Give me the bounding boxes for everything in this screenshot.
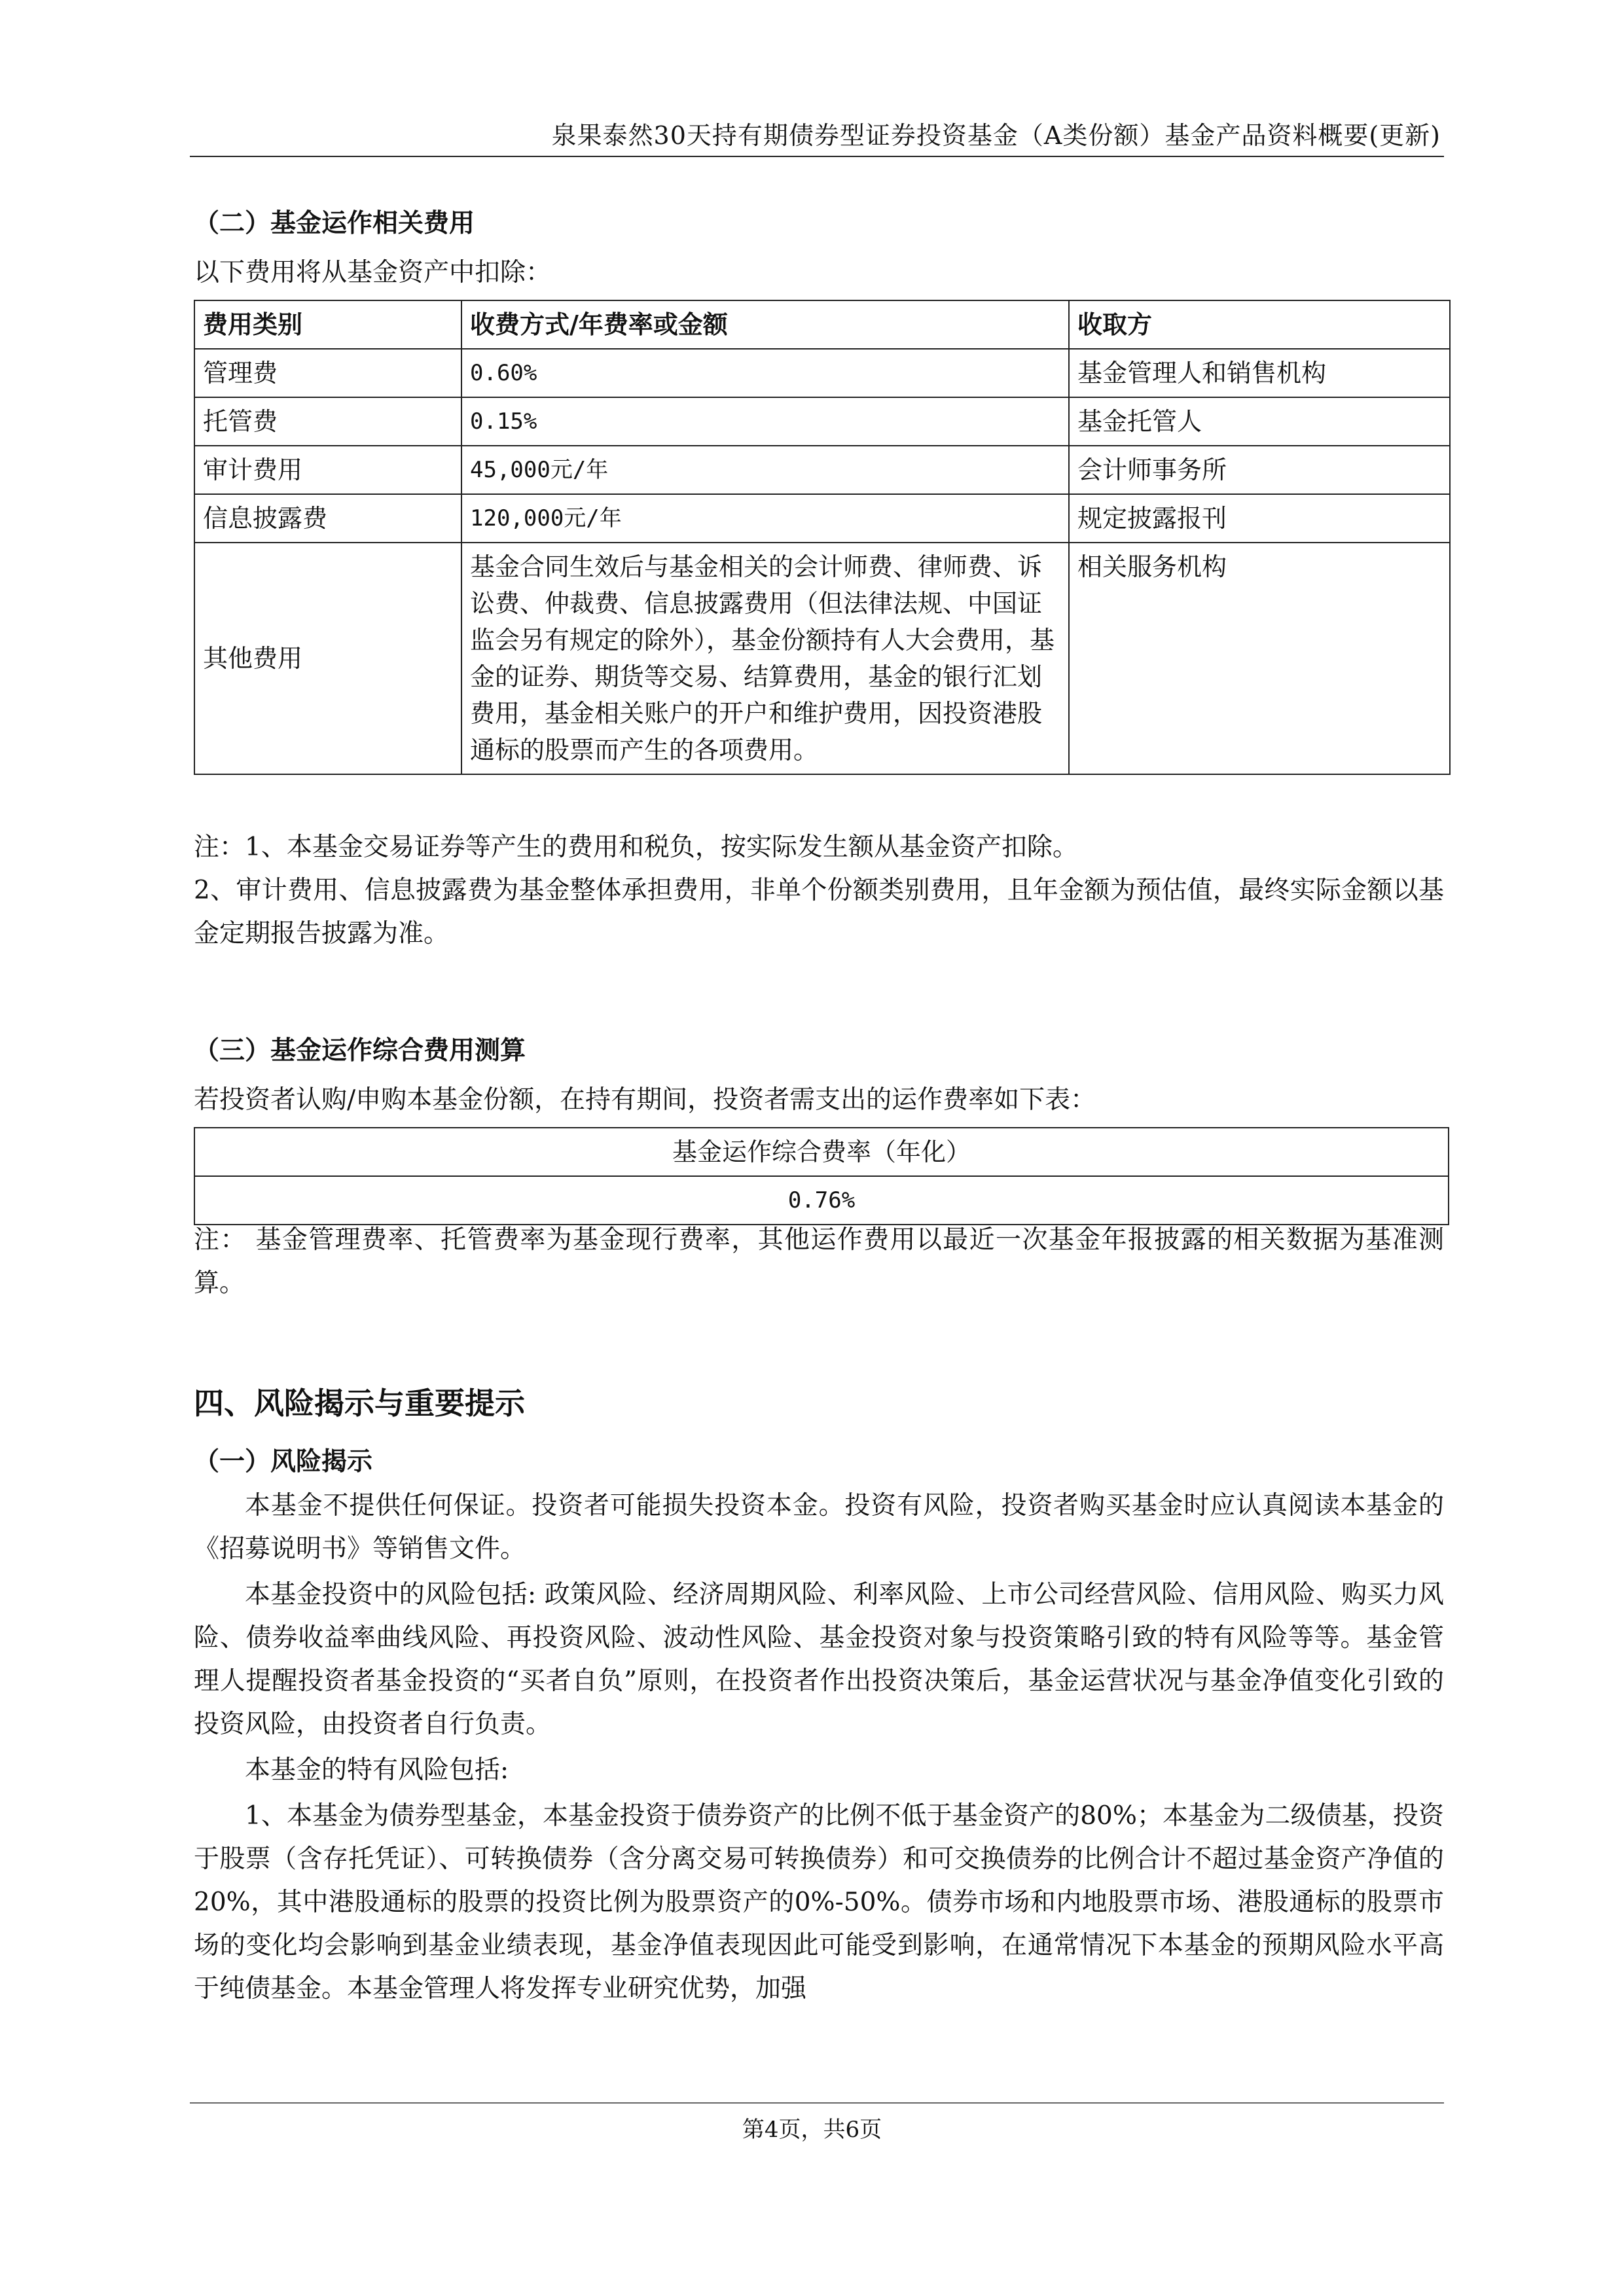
fee-rate: 基金合同生效后与基金相关的会计师费、律师费、诉讼费、仲裁费、信息披露费用（但法律法规、中国证监会另有规定的除外），基金份额持有人大会费用，基金的证券、期货等交易、结算费用，基金的银行汇划费用，基金相关账户的开户和维护费用，因投资港股通标的股票而产生的各项费用。	[461, 543, 1069, 774]
table-header-cell: 费用类别	[194, 300, 461, 349]
fee-category: 管理费	[194, 349, 461, 397]
fee-recipient: 规定披露报刊	[1069, 494, 1450, 543]
table-row	[194, 397, 1450, 446]
risk-paragraph: 本基金不提供任何保证。投资者可能损失投资本金。投资有风险，投资者购买基金时应认真阅读本基金的《招募说明书》等销售文件。	[194, 1491, 1444, 1564]
combined-fee-value: 0.76%	[194, 1176, 1449, 1225]
fee-recipient: 基金托管人	[1069, 397, 1450, 446]
fees-note-1: 注：1、本基金交易证券等产生的费用和税负，按实际发生额从基金资产扣除。	[194, 833, 1078, 862]
fees-table	[194, 300, 1451, 775]
fees-table-wrapper	[194, 300, 1444, 775]
fee-rate: 0.15%	[461, 397, 1069, 446]
header-divider	[190, 156, 1444, 157]
risk-main-heading: 四、风险揭示与重要提示	[194, 1386, 525, 1421]
fee-rate: 0.60%	[461, 349, 1069, 397]
fee-recipient: 基金管理人和销售机构	[1069, 349, 1450, 397]
page-header-title: 泉果泰然30天持有期债券型证券投资基金（A类份额）基金产品资料概要(更新)	[551, 121, 1441, 150]
risk-paragraph: 本基金投资中的风险包括: 政策风险、经济周期风险、利率风险、上市公司经营风险、信用风险、购买力风险、债券收益率曲线风险、再投资风险、波动性风险、基金投资对象与投资策略引致的特有风险等等。基金管理人提醒投资者基金投资的“买者自负”原则，在投资者作出投资决策后，基金运营状况与基金净值变化引致的投资风险，由投资者自行负责。	[194, 1580, 1444, 1739]
combined-fee-table	[194, 1127, 1449, 1225]
risk-paragraph: 本基金的特有风险包括:	[245, 1755, 509, 1785]
risk-paragraph: 1、本基金为债券型基金，本基金投资于债券资产的比例不低于基金资产的80%；本基金为二级债基，投资于股票（含存托凭证）、可转换债券（含分离交易可转换债券）和可交换债券的比例合计不超过基金资产净值的20%，其中港股通标的股票的投资比例为股票资产的0%-50%。债券市场和内地股票市场、港股通标的股票市场的变化均会影响到基金业绩表现，基金净值表现因此可能受到影响，在通常情况下本基金的预期风险水平高于纯债基金。本基金管理人将发挥专业研究优势，加强	[194, 1801, 1444, 2003]
fee-recipient: 相关服务机构	[1069, 543, 1450, 774]
fees-note-2: 2、审计费用、信息披露费为基金整体承担费用，非单个份额类别费用，且年金额为预估值，最终实际金额以基金定期报告披露为准。	[194, 876, 1444, 948]
table-row	[194, 494, 1450, 543]
table-row	[194, 446, 1450, 494]
table-header-row	[194, 1128, 1449, 1176]
fee-rate: 45,000元/年	[461, 446, 1069, 494]
footer-divider	[190, 2102, 1444, 2104]
fee-category: 托管费	[194, 397, 461, 446]
fees-notes	[194, 826, 1444, 956]
combined-fee-header: 基金运作综合费率（年化）	[194, 1128, 1449, 1176]
section-heading-fees: （二）基金运作相关费用	[194, 208, 475, 238]
risk-body	[194, 1484, 1444, 2011]
table-header-cell: 收取方	[1069, 300, 1450, 349]
combined-fee-intro: 若投资者认购/申购本基金份额，在持有期间，投资者需支出的运作费率如下表：	[194, 1085, 1096, 1115]
fee-recipient: 会计师事务所	[1069, 446, 1450, 494]
page-number: 第4页，共6页	[742, 2117, 882, 2143]
table-row	[194, 543, 1450, 774]
fees-intro: 以下费用将从基金资产中扣除：	[194, 258, 552, 287]
table-header-row	[194, 300, 1450, 349]
risk-subheading: （一）风险揭示	[194, 1446, 373, 1477]
fee-category: 审计费用	[194, 446, 461, 494]
fee-rate: 120,000元/年	[461, 494, 1069, 543]
table-header-cell: 收费方式/年费率或金额	[461, 300, 1069, 349]
section-heading-combined-fee: （三）基金运作综合费用测算	[194, 1035, 526, 1066]
table-row	[194, 349, 1450, 397]
fee-category: 其他费用	[194, 543, 461, 774]
combined-fee-table-wrapper	[194, 1127, 1444, 1225]
table-row	[194, 1176, 1449, 1225]
combined-fee-note: 注： 基金管理费率、托管费率为基金现行费率，其他运作费用以最近一次基金年报披露的相关数据为基准测算。	[194, 1225, 1444, 1298]
fee-category: 信息披露费	[194, 494, 461, 543]
